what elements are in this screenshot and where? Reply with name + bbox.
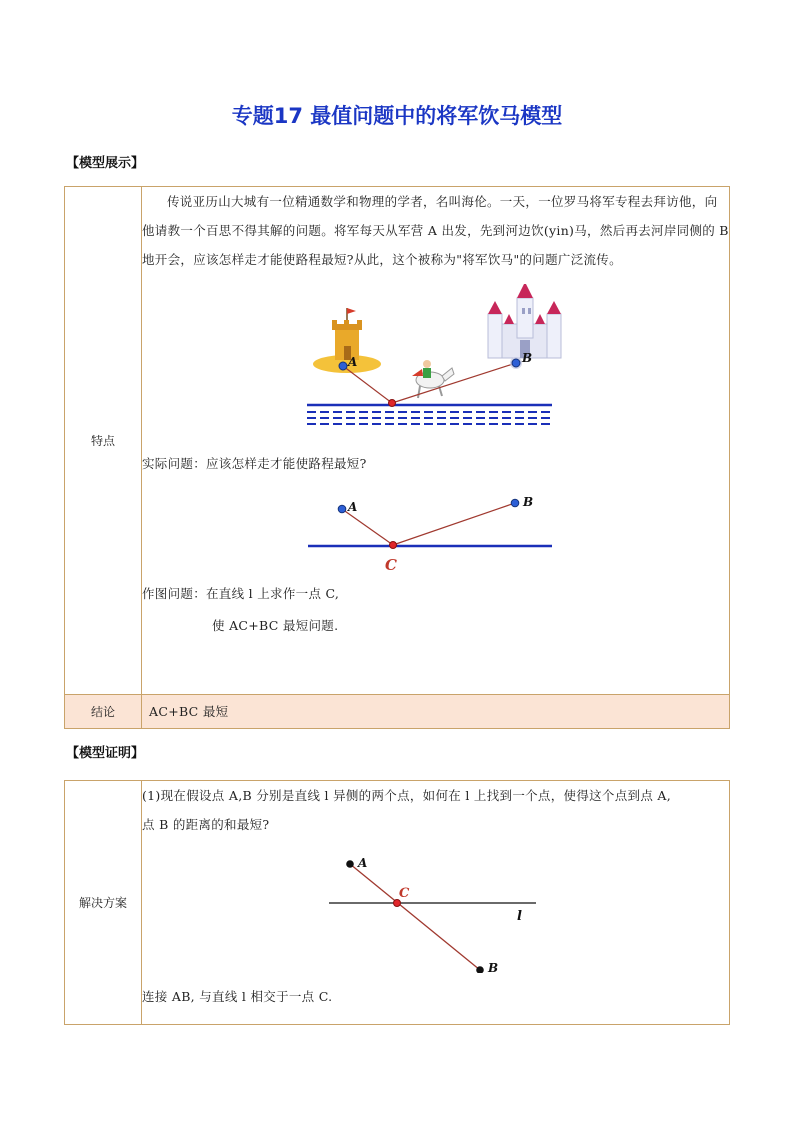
label-c: C [399, 886, 410, 901]
label-a: A [348, 500, 358, 514]
page-title: 专题17 最值问题中的将军饮马模型 [231, 104, 563, 128]
proof-problem-line2: 点 B 的距离的和最短? [142, 817, 270, 832]
point-c [390, 542, 397, 549]
draw-problem-line1: 作图问题：在直线 l 上求作一点 C, [142, 586, 340, 601]
section-heading-model-proof: 【模型证明】 [66, 746, 145, 761]
point-c [389, 400, 396, 407]
abstract-figure [142, 482, 782, 574]
segment-ab [350, 864, 480, 970]
label-b: B [488, 961, 499, 973]
point-a [346, 860, 354, 868]
feature-label: 特点 [65, 187, 142, 695]
label-a: A [348, 355, 358, 369]
label-l: l [517, 909, 522, 924]
point-b [511, 499, 519, 507]
white-castle-icon [488, 284, 561, 358]
label-b: B [523, 495, 534, 509]
opposite-side-figure [142, 843, 782, 973]
point-b [512, 359, 520, 367]
feature-content [142, 187, 730, 695]
solution-content [142, 781, 730, 1025]
sand-castle-icon [313, 308, 381, 373]
illustration-figure [142, 284, 782, 434]
proof-problem-line1: (1)现在假设点 A,B 分别是直线 l 异侧的两个点，如何在 l 上找到一个点，使得这个点到点 A, [142, 788, 672, 803]
point-a [339, 362, 347, 370]
label-c: C [385, 556, 397, 574]
connect-text: 连接 AB, 与直线 l 相交于一点 C. [142, 989, 333, 1004]
actual-problem: 实际问题：应该怎样走才能使路程最短? [142, 456, 367, 471]
intro-paragraph: 传说亚历山大城有一位精通数学和物理的学者，名叫海伦。一天，一位罗马将军专程去拜访他，向他请教一个百思不得其解的问题。将军每天从军营 A 出发，先到河边饮(yin)马，然后再去河岸同侧的 B 地开会，应该怎样走才能使路程最短?从此，这个被称为"将军饮马"的问题广泛流传。 [142, 194, 729, 267]
point-a [338, 505, 346, 513]
label-b: B [522, 351, 533, 365]
section-heading-model-display: 【模型展示】 [66, 156, 145, 171]
model-proof-table [64, 780, 730, 1025]
conclusion-text [142, 695, 730, 729]
model-display-table [64, 186, 730, 729]
horse-rider-icon [412, 360, 454, 398]
solution-label: 解决方案 [65, 781, 142, 1025]
conclusion-value: AC+BC 最短 [149, 703, 229, 719]
river [307, 405, 552, 424]
conclusion-label: 结论 [65, 695, 142, 729]
draw-problem-line2: 使 AC+BC 最短问题. [212, 618, 339, 633]
label-a: A [358, 856, 368, 870]
